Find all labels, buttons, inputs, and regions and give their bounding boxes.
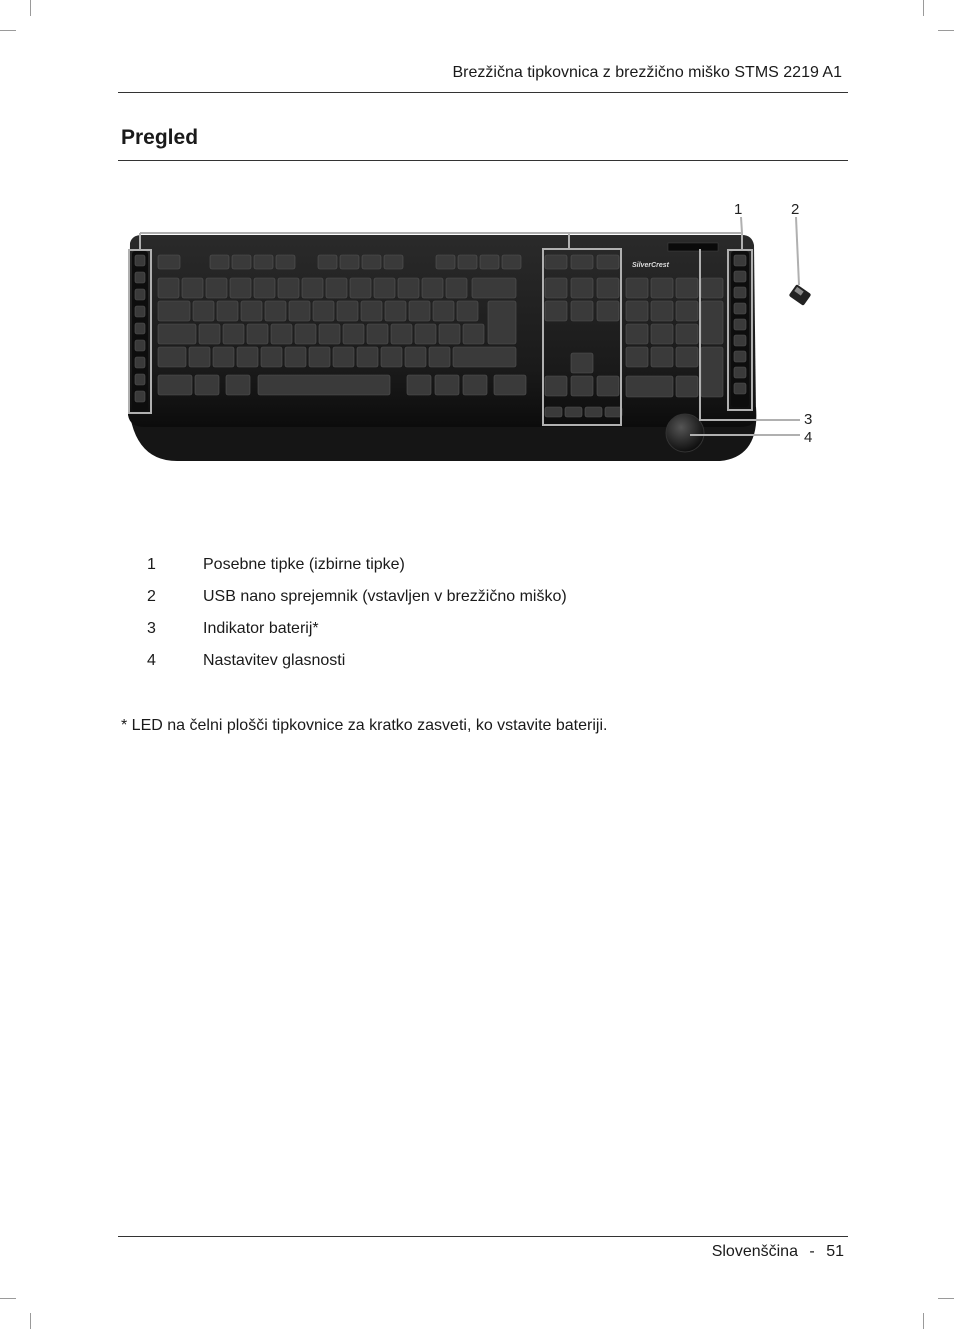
key (199, 324, 220, 344)
key (435, 375, 459, 395)
key (676, 301, 698, 321)
key (135, 357, 145, 368)
key (158, 324, 196, 344)
key (271, 324, 292, 344)
key (605, 407, 622, 417)
key (158, 301, 190, 321)
legend-item (147, 652, 567, 684)
key (597, 376, 619, 396)
key (433, 301, 454, 321)
key (545, 301, 567, 321)
key (381, 347, 402, 367)
crop-mark (30, 1313, 31, 1329)
key (289, 301, 310, 321)
key (237, 347, 258, 367)
usb-receiver (789, 284, 812, 306)
key (458, 255, 477, 269)
key (247, 324, 268, 344)
key (261, 347, 282, 367)
key (343, 324, 364, 344)
key (676, 376, 698, 397)
volume-knob (666, 414, 704, 452)
key (302, 278, 323, 298)
crop-mark (923, 1313, 924, 1329)
key (571, 278, 593, 298)
key (210, 255, 229, 269)
key (545, 407, 562, 417)
legend-number: 4 (147, 652, 156, 669)
key (701, 301, 723, 344)
key (361, 301, 382, 321)
crop-mark (0, 30, 16, 31)
key (571, 353, 593, 373)
key (494, 375, 526, 395)
key (571, 376, 593, 396)
key (597, 301, 619, 321)
key (158, 347, 186, 367)
key (626, 324, 648, 344)
legend-number: 1 (147, 556, 156, 573)
key (398, 278, 419, 298)
legend-text: USB nano sprejemnik (vstavljen v brezžično miško) (203, 588, 567, 605)
key (254, 278, 275, 298)
key (457, 301, 478, 321)
callout-1: 1 (734, 201, 743, 218)
key (626, 301, 648, 321)
legend-number: 3 (147, 620, 156, 637)
key (676, 278, 698, 298)
key (701, 347, 723, 397)
key (734, 303, 746, 314)
legend-item (147, 556, 567, 588)
key (135, 323, 145, 334)
callout-2: 2 (791, 201, 800, 218)
title-rule (118, 160, 848, 161)
key (135, 272, 145, 283)
key (182, 278, 203, 298)
key (701, 278, 723, 298)
key (135, 255, 145, 266)
key (241, 301, 262, 321)
crop-mark (0, 1298, 16, 1299)
key (285, 347, 306, 367)
legend-text: Nastavitev glasnosti (203, 652, 346, 669)
crop-mark (923, 0, 924, 16)
crop-mark (30, 0, 31, 16)
callout-leader-1 (741, 217, 742, 233)
key (362, 255, 381, 269)
key (254, 255, 273, 269)
key (313, 301, 334, 321)
key (340, 255, 359, 269)
crop-mark (938, 1298, 954, 1299)
footer-language: Slovenščina (711, 1243, 798, 1260)
callout-4: 4 (804, 429, 813, 446)
key (195, 375, 219, 395)
key (318, 255, 337, 269)
header-rule (118, 92, 848, 93)
key (337, 301, 358, 321)
key (295, 324, 316, 344)
key (374, 278, 395, 298)
page-footer (712, 1243, 844, 1261)
key (385, 301, 406, 321)
key (651, 301, 673, 321)
key (734, 319, 746, 330)
key (135, 374, 145, 385)
section-title: Pregled (121, 126, 199, 149)
key (734, 287, 746, 298)
keys (135, 255, 746, 417)
key (651, 324, 673, 344)
key (193, 301, 214, 321)
key (217, 301, 238, 321)
legend-text: Posebne tipke (izbirne tipke) (203, 556, 405, 573)
key (350, 278, 371, 298)
key (189, 347, 210, 367)
key (571, 301, 593, 321)
key (265, 301, 286, 321)
key (309, 347, 330, 367)
key (357, 347, 378, 367)
key (480, 255, 499, 269)
key (158, 375, 192, 395)
key (226, 375, 250, 395)
key (463, 375, 487, 395)
key (651, 278, 673, 298)
key (135, 306, 145, 317)
callout-leader-2 (796, 217, 799, 285)
key (626, 278, 648, 298)
key (463, 324, 484, 344)
key (453, 347, 516, 367)
key (676, 347, 698, 367)
key (135, 391, 145, 402)
key (384, 255, 403, 269)
key (565, 407, 582, 417)
legend-item (147, 620, 567, 652)
key (571, 255, 593, 269)
key (415, 324, 436, 344)
key (326, 278, 347, 298)
footer-rule (118, 1236, 848, 1237)
key (585, 407, 602, 417)
crop-mark (938, 30, 954, 31)
key (597, 255, 619, 269)
key (429, 347, 450, 367)
key (135, 340, 145, 351)
key (158, 255, 180, 269)
running-header: Brezžična tipkovnica z brezžično miško STMS 2219 A1 (452, 64, 842, 81)
key (545, 278, 567, 298)
key (651, 347, 673, 367)
key (391, 324, 412, 344)
battery-led-bar (668, 243, 718, 251)
key (422, 278, 443, 298)
key (258, 375, 390, 395)
legend-item (147, 588, 567, 620)
key (472, 278, 516, 298)
legend-number: 2 (147, 588, 156, 605)
key (213, 347, 234, 367)
key (446, 278, 467, 298)
key (223, 324, 244, 344)
key (439, 324, 460, 344)
key (319, 324, 340, 344)
key (734, 367, 746, 378)
footer-separator: - (809, 1243, 815, 1260)
key (488, 301, 516, 344)
key (206, 278, 227, 298)
key (135, 289, 145, 300)
key (158, 278, 179, 298)
key (545, 255, 567, 269)
key (333, 347, 354, 367)
key (502, 255, 521, 269)
key (276, 255, 295, 269)
key (230, 278, 251, 298)
key (734, 271, 746, 282)
key (626, 347, 648, 367)
key (597, 278, 619, 298)
key (367, 324, 388, 344)
page-number: 51 (826, 1243, 844, 1260)
key (734, 335, 746, 346)
legend-text: Indikator baterij* (203, 620, 319, 637)
key (409, 301, 430, 321)
callout-3: 3 (804, 411, 813, 428)
brand-logo: SilverCrest (632, 262, 669, 269)
key (278, 278, 299, 298)
key (232, 255, 251, 269)
key (626, 376, 673, 397)
key (676, 324, 698, 344)
key (407, 375, 431, 395)
key (405, 347, 426, 367)
keyboard-illustration (120, 195, 820, 475)
footnote: * LED na čelni plošči tipkovnice za kratko zasveti, ko vstavite bateriji. (121, 717, 608, 734)
keyboard-figure (120, 195, 820, 475)
key (545, 376, 567, 396)
key (734, 255, 746, 266)
key (734, 383, 746, 394)
key (436, 255, 455, 269)
key (734, 351, 746, 362)
legend-list (147, 556, 567, 684)
